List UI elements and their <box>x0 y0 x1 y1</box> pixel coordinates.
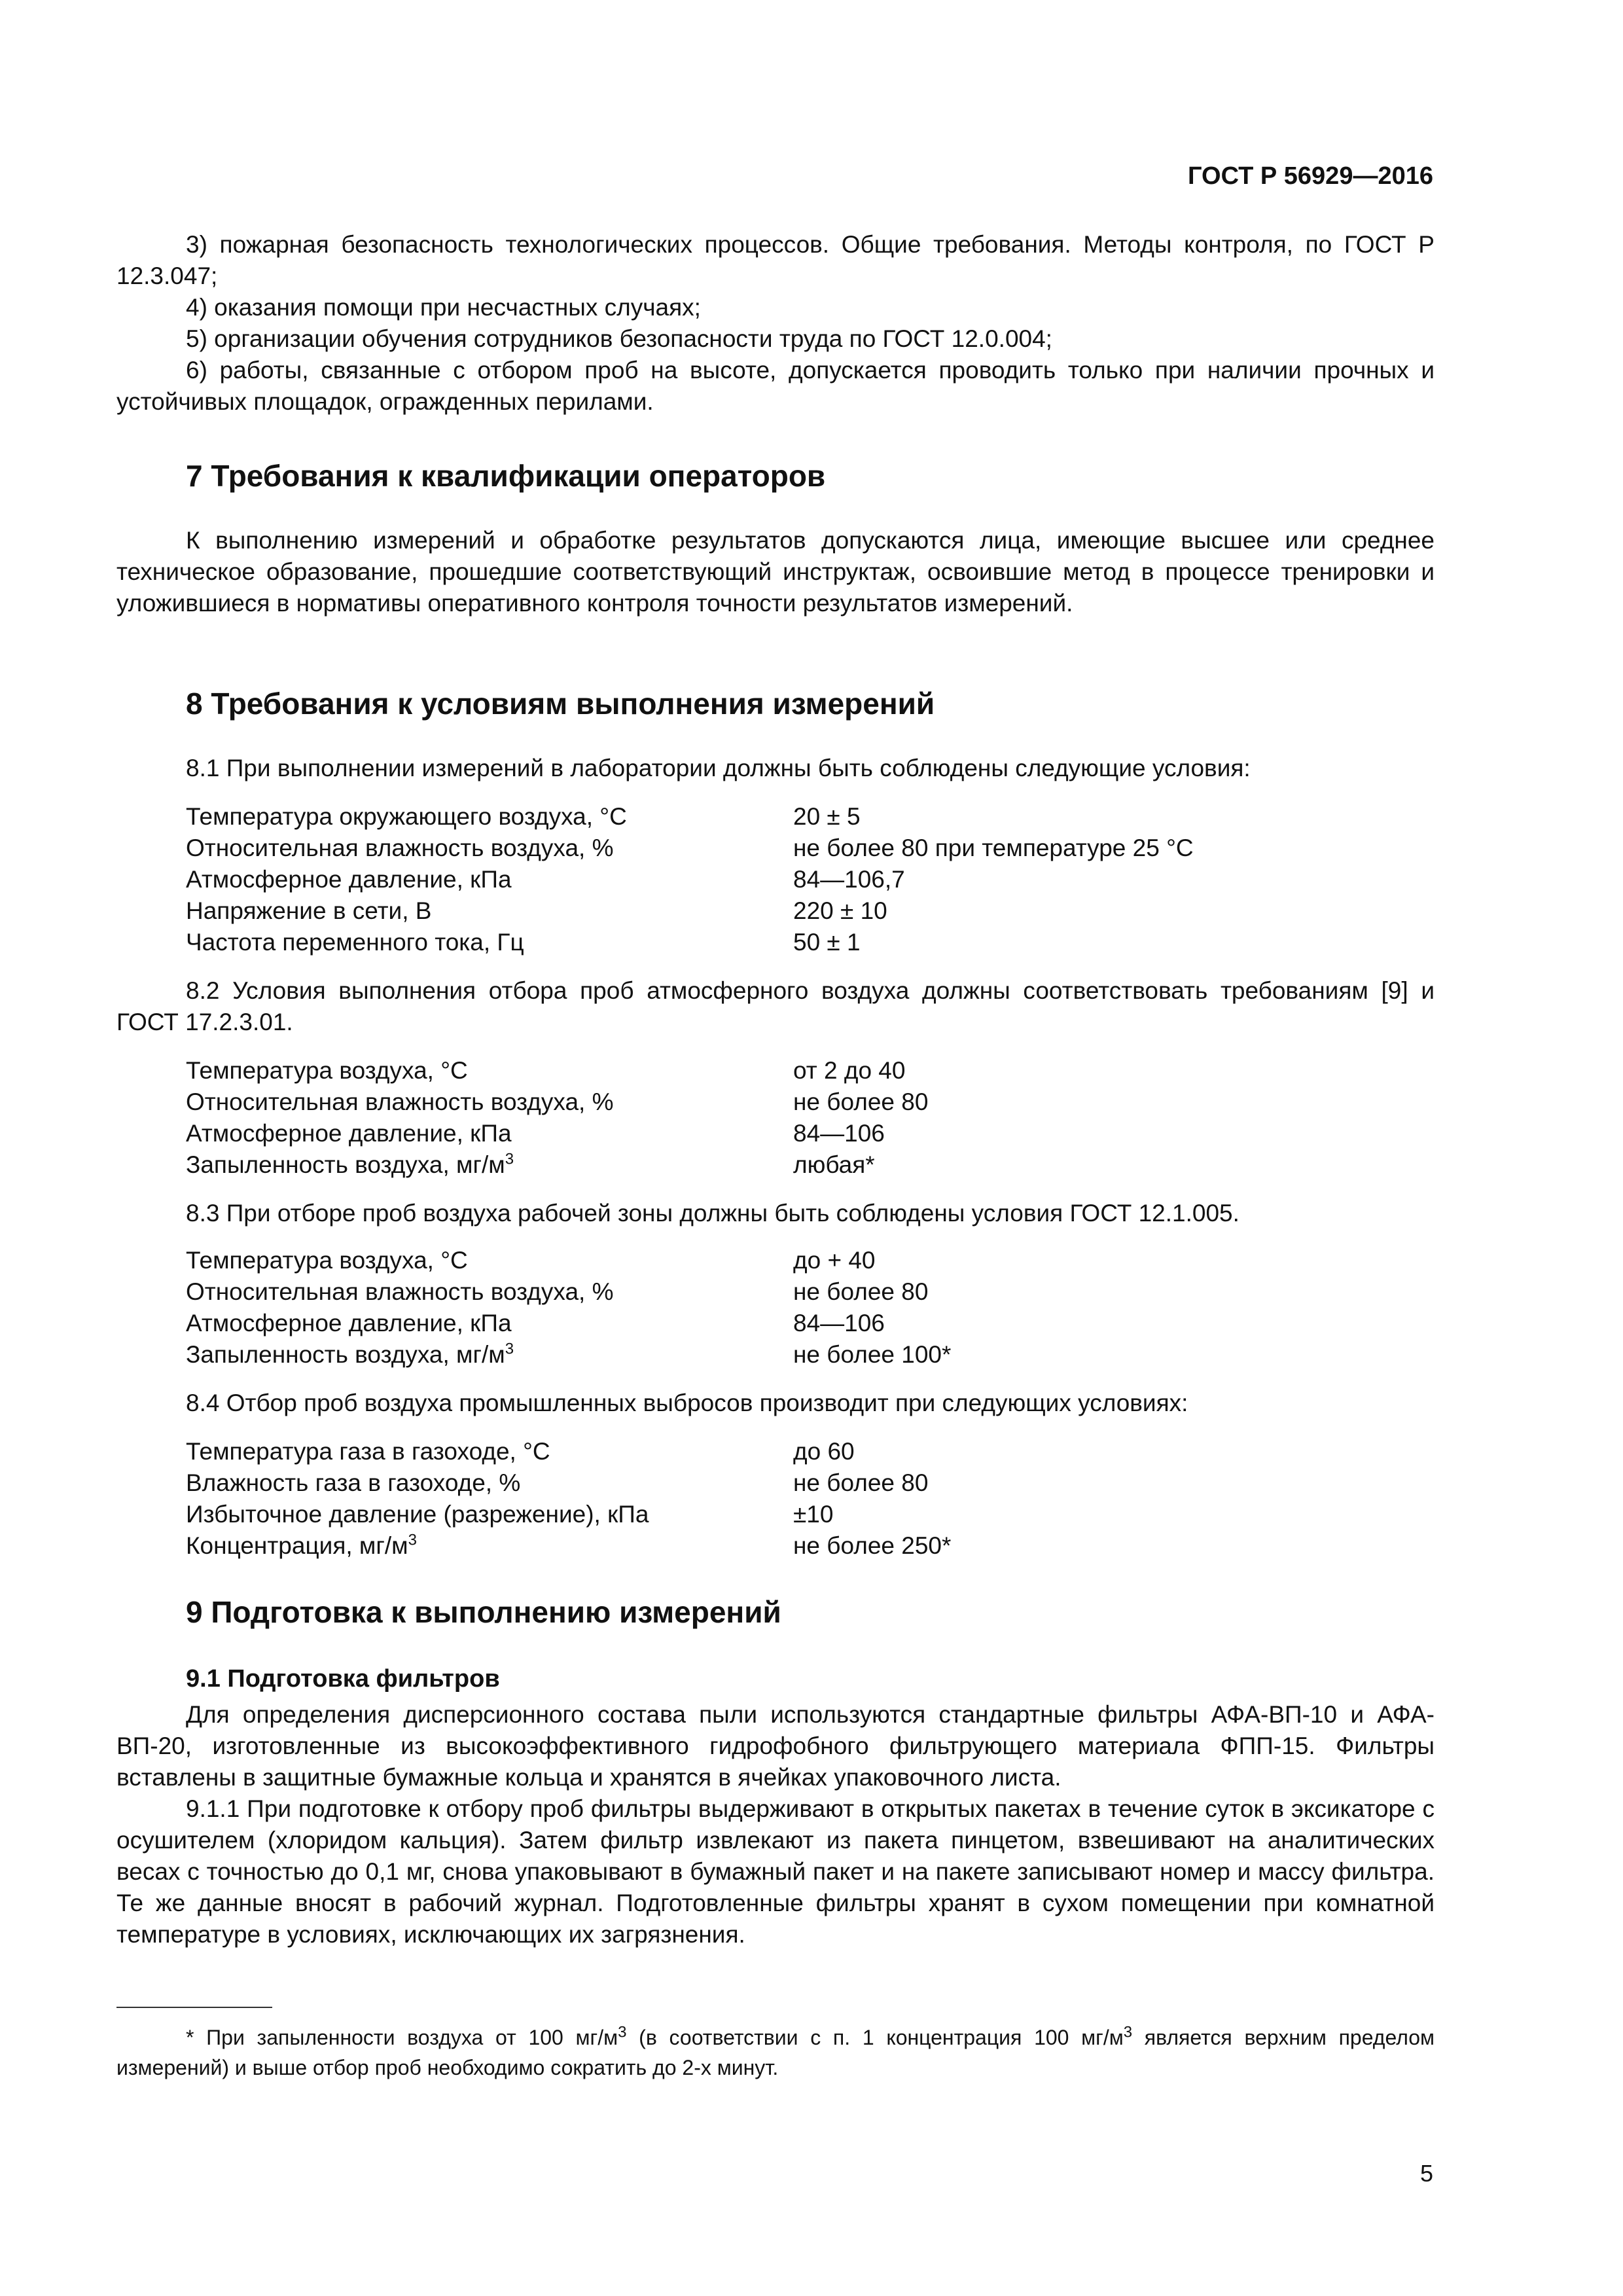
superscript: 3 <box>505 1340 514 1358</box>
section-8-title: 8 Требования к условиям выполнения измерений <box>186 687 935 721</box>
condition-name: Избыточное давление (разрежение), кПа <box>186 1501 649 1528</box>
condition-name: Атмосферное давление, кПа <box>186 1310 512 1336</box>
paragraph-8-4: 8.4 Отбор проб воздуха промышленных выбросов производит при следующих условиях: <box>186 1390 1188 1416</box>
condition-name: Температура газа в газоходе, °С <box>186 1438 550 1465</box>
list-item-5: 5) организации обучения сотрудников безопасности труда по ГОСТ 12.0.004; <box>186 325 1052 352</box>
condition-value: не более 100* <box>793 1341 952 1368</box>
condition-name: Запыленность воздуха, $мг/м^3$ <box>186 1150 514 1178</box>
condition-name: Влажность газа в газоходе, % <box>186 1469 521 1496</box>
condition-name: Относительная влажность воздуха, % <box>186 834 614 861</box>
condition-name: Относительная влажность воздуха, % <box>186 1088 614 1115</box>
section-9-title: 9 Подготовка к выполнению измерений <box>186 1595 781 1629</box>
condition-value: не более 80 <box>793 1469 929 1496</box>
list-item-6: 6) работы, связанные с отбором проб на высоте, допускается проводить только при наличии прочных и устойчивых площадок, огражденных перилами. <box>116 357 1435 415</box>
condition-name: Концентрация, $мг/м^3$ <box>186 1531 417 1559</box>
superscript: 3 <box>1123 2023 1133 2041</box>
condition-name: Температура окружающего воздуха, °С <box>186 803 627 830</box>
section-7-text: К выполнению измерений и обработке результатов допускаются лица, имеющие высшее или среднее техническое образование, прошедшие соответствующий инструктаж, освоившие метод в процессе тренировки и уложившиеся в нормативы оперативного контроля точности результатов измерений. <box>116 527 1435 617</box>
condition-value: 84—106 <box>793 1310 885 1336</box>
condition-value: не более 80 <box>793 1088 929 1115</box>
condition-value: не более 80 <box>793 1278 929 1305</box>
subsection-9-1-title: 9.1 Подготовка фильтров <box>186 1665 500 1693</box>
condition-value: 220 ± 10 <box>793 897 887 924</box>
condition-value: 50 ± 1 <box>793 929 861 956</box>
condition-value: ±10 <box>793 1501 834 1528</box>
paragraph-8-1: 8.1 При выполнении измерений в лаборатории должны быть соблюдены следующие условия: <box>186 755 1251 781</box>
footnote: * При запыленности воздуха от 100 $мг/м^3$ (в соответствии с п. 1 концентрация 100 $мг/м^3$ является верхним пределом измерений) и выше отбор проб необходимо сократить до 2-х минут. <box>116 2023 1435 2079</box>
section-7-title: 7 Требования к квалификации операторов <box>186 459 826 493</box>
paragraph-8-2: 8.2 Условия выполнения отбора проб атмосферного воздуха должны соответствовать требованиям [9] и ГОСТ 17.2.3.01. <box>116 977 1435 1035</box>
condition-name: Запыленность воздуха, $мг/м^3$ <box>186 1340 514 1368</box>
condition-name: Атмосферное давление, кПа <box>186 1120 512 1147</box>
condition-name: Температура воздуха, °С <box>186 1057 468 1084</box>
condition-name: Температура воздуха, °С <box>186 1247 468 1274</box>
document-id: ГОСТ Р 56929—2016 <box>1188 162 1433 190</box>
condition-value: 84—106 <box>793 1120 885 1147</box>
paragraph-9-1-1: 9.1.1 При подготовке к отбору проб фильтры выдерживают в открытых пакетах в течение суток в эксикаторе с осушителем (хлоридом кальция). Затем фильтр извлекают из пакета пинцетом, взвешивают на аналитических весах с точностью до 0,1 мг, снова упаковывают в бумажный пакет и на пакете записывают номер и массу фильтра. Те же данные вносят в рабочий журнал. Подготовленные фильтры хранят в сухом помещении при комнатной температуре в условиях, исключающих их загрязнения. <box>116 1795 1435 1948</box>
condition-value: 20 ± 5 <box>793 803 861 830</box>
condition-value: до 60 <box>793 1438 855 1465</box>
condition-value: любая* <box>793 1151 875 1178</box>
list-item-3: 3) пожарная безопасность технологических процессов. Общие требования. Методы контроля, по ГОСТ Р 12.3.047; <box>116 231 1435 289</box>
condition-value: до + 40 <box>793 1247 876 1274</box>
list-item-4: 4) оказания помощи при несчастных случаях; <box>186 294 701 321</box>
paragraph-8-3: 8.3 При отборе проб воздуха рабочей зоны должны быть соблюдены условия ГОСТ 12.1.005. <box>186 1200 1240 1227</box>
condition-value: не более 250* <box>793 1532 952 1559</box>
footnote-divider <box>116 2007 272 2008</box>
paragraph-9-1: Для определения дисперсионного состава пыли используются стандартные фильтры АФА-ВП-10 и АФА-ВП-20, изготовленные из высокоэффективного гидрофобного фильтрующего материала ФПП-15. Фильтры вставлены в защитные бумажные кольца и хранятся в ячейках упаковочного листа. <box>116 1701 1435 1791</box>
condition-value: 84—106,7 <box>793 866 905 893</box>
condition-name: Напряжение в сети, В <box>186 897 432 924</box>
superscript: 3 <box>505 1150 514 1168</box>
condition-name: Атмосферное давление, кПа <box>186 866 512 893</box>
condition-name: Частота переменного тока, Гц <box>186 929 524 956</box>
page-number: 5 <box>1419 2160 1433 2187</box>
superscript: 3 <box>618 2023 627 2041</box>
superscript: 3 <box>408 1531 417 1549</box>
condition-name: Относительная влажность воздуха, % <box>186 1278 614 1305</box>
condition-value: не более 80 при температуре 25 °С <box>793 834 1194 861</box>
condition-value: от 2 до 40 <box>793 1057 906 1084</box>
